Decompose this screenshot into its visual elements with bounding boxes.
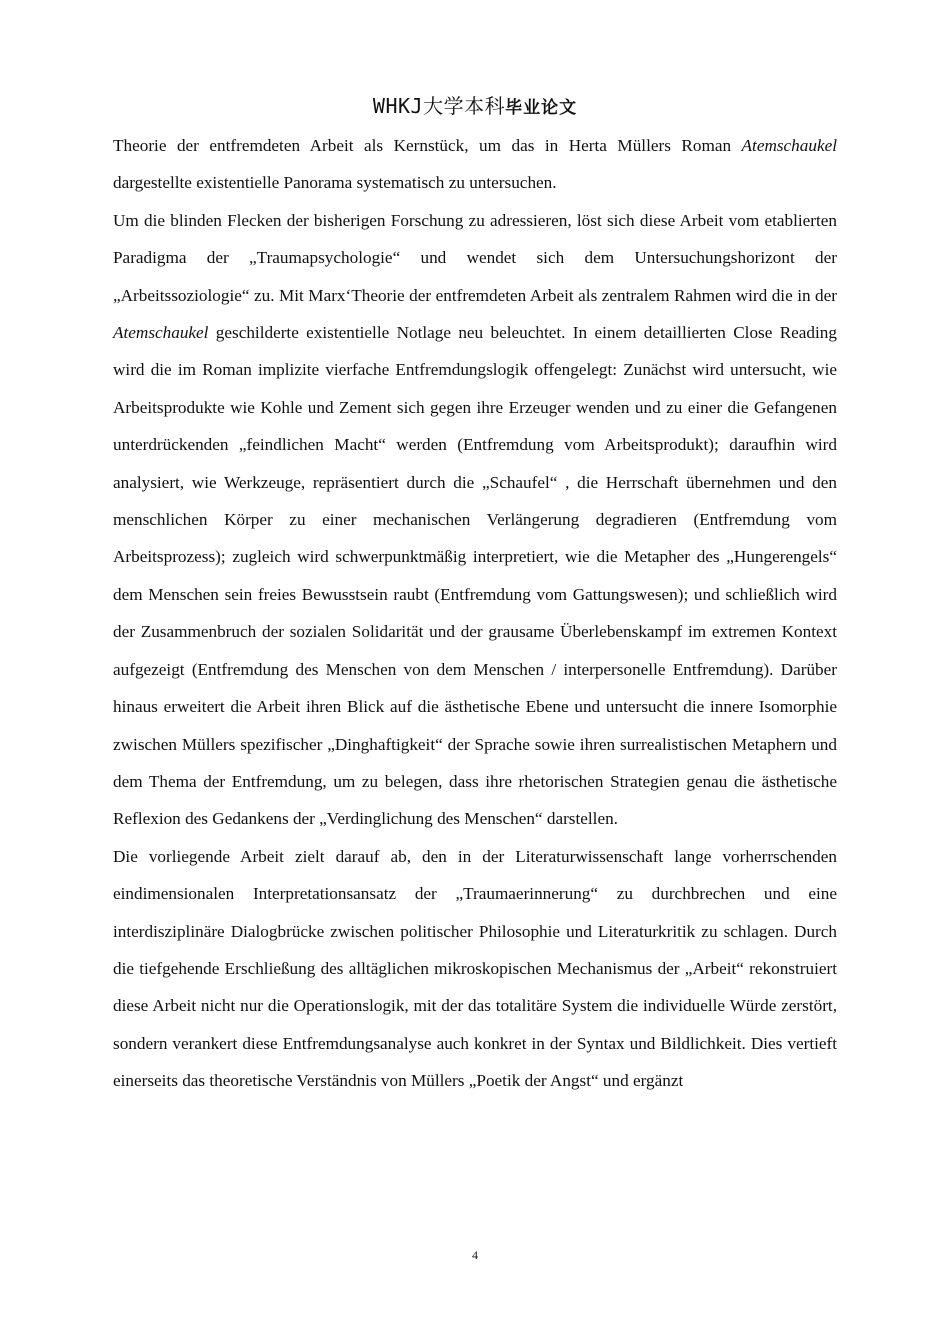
page-number: 4 — [472, 1248, 478, 1262]
paragraph-2-text-b: geschilderte existentielle Notlage neu beleuchtet. In einem detaillierten Close Reading wird die im Roman implizite vierfache Entfremdungslogik offengelegt: Zunächst wird untersucht, wie Arbeitsprodukte wie Kohle und Zement sich gegen ihre Erzeuger wenden und zu einer die Gefangenen unterdrückenden „feindlichen Macht“ werden (Entfremdung vom Arbeitsprodukt); daraufhin wird analysiert, wie Werkzeuge, repräsentiert durch die „Schaufel“ , die Herrschaft übernehmen und den menschlichen Körper zu einer mechanischen Verlängerung degradieren (Entfremdung vom Arbeitsprozess); zugleich wird schwerpunktmäßig interpretiert, wie die Metapher des „Hungerengels“ dem Menschen sein freies Bewusstsein raubt (Entfremdung vom Gattungswesen); und schließlich wird der Zusammenbruch der sozialen Solidarität und der grausame Überlebenskampf im extremen Kontext aufgezeigt (Entfremdung des Menschen von dem Menschen / interpersonelle Entfremdung). Darüber hinaus erweitert die Arbeit ihren Blick auf die ästhetische Ebene und untersucht die innere Isomorphie zwischen Müllers spezifischer „Dinghaftigkeit“ der Sprache sowie ihren surrealistischen Metaphern und dem Thema der Entfremdung, um zu belegen, dass ihre rhetorischen Strategien genau die ästhetische Reflexion des Gedankens der „Verdinglichung des Menschen“ darstellen. — [113, 323, 837, 829]
header-institution: WHKJ大学本科 — [372, 94, 506, 118]
paragraph-1-novel-title: Atemschaukel — [741, 136, 837, 155]
paragraph-3 — [113, 838, 837, 1100]
header-document-type: 毕业论文 — [505, 98, 578, 118]
paragraph-1-text-b: dargestellte existentielle Panorama systematisch zu untersuchen. — [113, 173, 557, 193]
paragraph-1 — [113, 127, 837, 202]
paragraph-2-novel-title: Atemschaukel — [113, 323, 209, 343]
paragraph-1-text-a: Theorie der entfremdeten Arbeit als Kernstück, um das in Herta Müllers Roman — [113, 136, 742, 155]
body-text — [113, 127, 837, 1100]
page-header — [0, 91, 950, 123]
paragraph-2 — [113, 202, 837, 838]
paragraph-3-text: Die vorliegende Arbeit zielt darauf ab, den in der Literaturwissenschaft lange vorherrschenden eindimensionalen Interpretationsansatz der „Traumaerinnerung“ zu durchbrechen und eine interdisziplinäre Dialogbrücke zwischen politischer Philosophie und Literaturkritik zu schlagen. Durch die tiefgehende Erschließung des alltäglichen mikroskopischen Mechanismus der „Arbeit“ rekonstruiert diese Arbeit nicht nur die Operationslogik, mit der das totalitäre System die individuelle Würde zerstört, sondern verankert diese Entfremdungsanalyse auch konkret in der Syntax und Bildlichkeit. Dies vertieft einerseits das theoretische Verständnis von Müllers „Poetik der Angst“ und ergänzt — [113, 846, 837, 1091]
paragraph-2-text-a: Um die blinden Flecken der bisherigen Forschung zu adressieren, löst sich diese Arbeit vom etablierten Paradigma der „Traumapsychologie“ und wendet sich dem Untersuchungshorizont der „Arbeitssoziologie“ zu. Mit Marx‘Theorie der entfremdeten Arbeit als zentralem Rahmen wird die in der — [113, 210, 837, 305]
